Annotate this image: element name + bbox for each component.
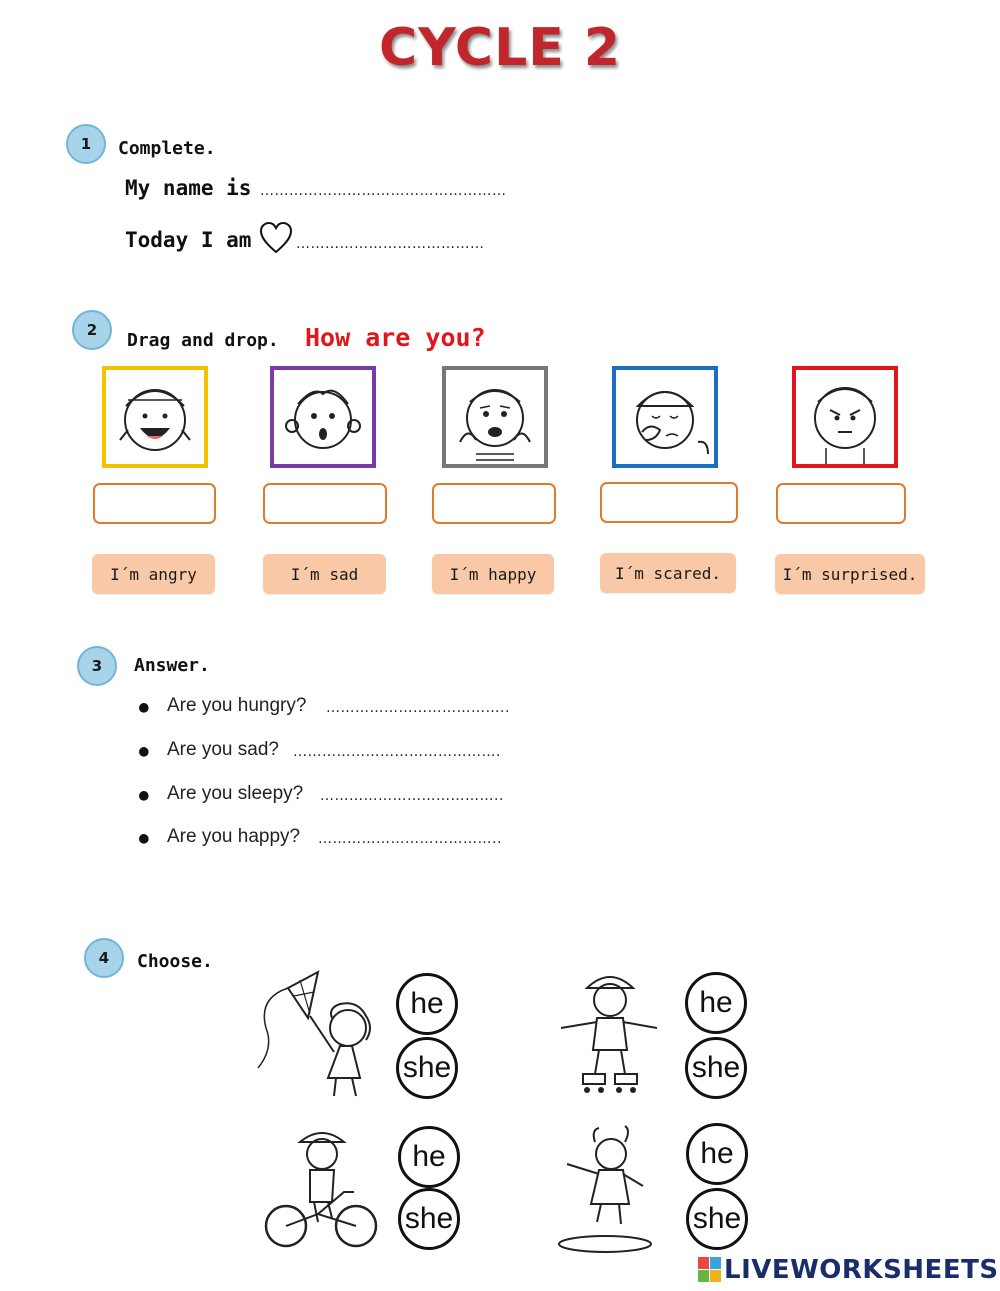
- drop-target-4[interactable]: [600, 482, 738, 523]
- drag-option-sad[interactable]: I´m sad: [263, 554, 386, 594]
- face-surprised: [270, 366, 376, 468]
- roller-skater-icon: [555, 966, 665, 1100]
- answer-blank-happy[interactable]: ………………………………..: [318, 831, 502, 847]
- choice-she-1[interactable]: she: [396, 1037, 458, 1099]
- drop-target-5[interactable]: [776, 483, 906, 524]
- bullet: ●: [139, 785, 149, 804]
- answer-blank-sleepy[interactable]: ………………………………..: [320, 788, 504, 804]
- drag-option-angry[interactable]: I´m angry: [92, 554, 215, 594]
- choice-he-4[interactable]: he: [686, 1123, 748, 1185]
- bullet: ●: [139, 828, 149, 847]
- choice-he-3[interactable]: he: [398, 1126, 460, 1188]
- name-label: My name is: [125, 176, 252, 200]
- choice-she-2[interactable]: she: [685, 1037, 747, 1099]
- drag-option-surprised[interactable]: I´m surprised.: [775, 554, 925, 594]
- drop-target-2[interactable]: [263, 483, 387, 524]
- section-number-4: 4: [84, 938, 124, 978]
- girl-jumping-puddle-icon: [545, 1120, 665, 1254]
- section-number-1: 1: [66, 124, 106, 164]
- choice-she-4[interactable]: she: [686, 1188, 748, 1250]
- choice-he-1[interactable]: he: [396, 973, 458, 1035]
- face-angry: [792, 366, 898, 468]
- choice-she-3[interactable]: she: [398, 1188, 460, 1250]
- happy-child-icon: [106, 370, 204, 464]
- bullet: ●: [139, 697, 149, 716]
- face-scared: [442, 366, 548, 468]
- child-on-bicycle-icon: [262, 1122, 382, 1254]
- liveworksheets-logo-icon: [698, 1257, 722, 1283]
- drag-option-scared[interactable]: I´m scared.: [600, 553, 736, 593]
- question-sleepy: Are you sleepy?: [167, 783, 304, 804]
- heart-icon: [258, 220, 294, 256]
- name-blank[interactable]: ……………………………………………: [260, 183, 507, 199]
- section-heading-complete: Complete.: [118, 138, 216, 159]
- page-title: CYCLE 2: [378, 18, 622, 78]
- choice-he-2[interactable]: he: [685, 972, 747, 1034]
- feeling-blank[interactable]: …………………………………: [296, 236, 485, 252]
- drop-target-1[interactable]: [93, 483, 216, 524]
- question-sad: Are you sad?: [167, 739, 279, 760]
- liveworksheets-logo: LIVEWORKSHEETS: [724, 1255, 999, 1285]
- sad-child-icon: [616, 370, 714, 464]
- scared-child-icon: [446, 370, 544, 464]
- section-heading-answer: Answer.: [134, 655, 210, 676]
- drag-option-happy[interactable]: I´m happy: [432, 554, 554, 594]
- section-number-2: 2: [72, 310, 112, 350]
- today-label: Today I am: [125, 228, 252, 252]
- question-happy: Are you happy?: [167, 826, 301, 847]
- face-sad: [612, 366, 718, 468]
- answer-blank-sad[interactable]: …………………………………….: [293, 744, 501, 760]
- bullet: ●: [139, 741, 149, 760]
- question-hungry: Are you hungry?: [167, 695, 307, 716]
- section-number-3: 3: [77, 646, 117, 686]
- answer-blank-hungry[interactable]: ………………………………..: [326, 700, 510, 716]
- face-happy: [102, 366, 208, 468]
- surprised-child-icon: [274, 370, 372, 464]
- angry-child-icon: [796, 370, 894, 464]
- drop-target-3[interactable]: [432, 483, 556, 524]
- how-are-you-question: How are you?: [305, 323, 486, 352]
- section-heading-choose: Choose.: [137, 951, 213, 972]
- section-heading-drag: Drag and drop.: [127, 330, 279, 351]
